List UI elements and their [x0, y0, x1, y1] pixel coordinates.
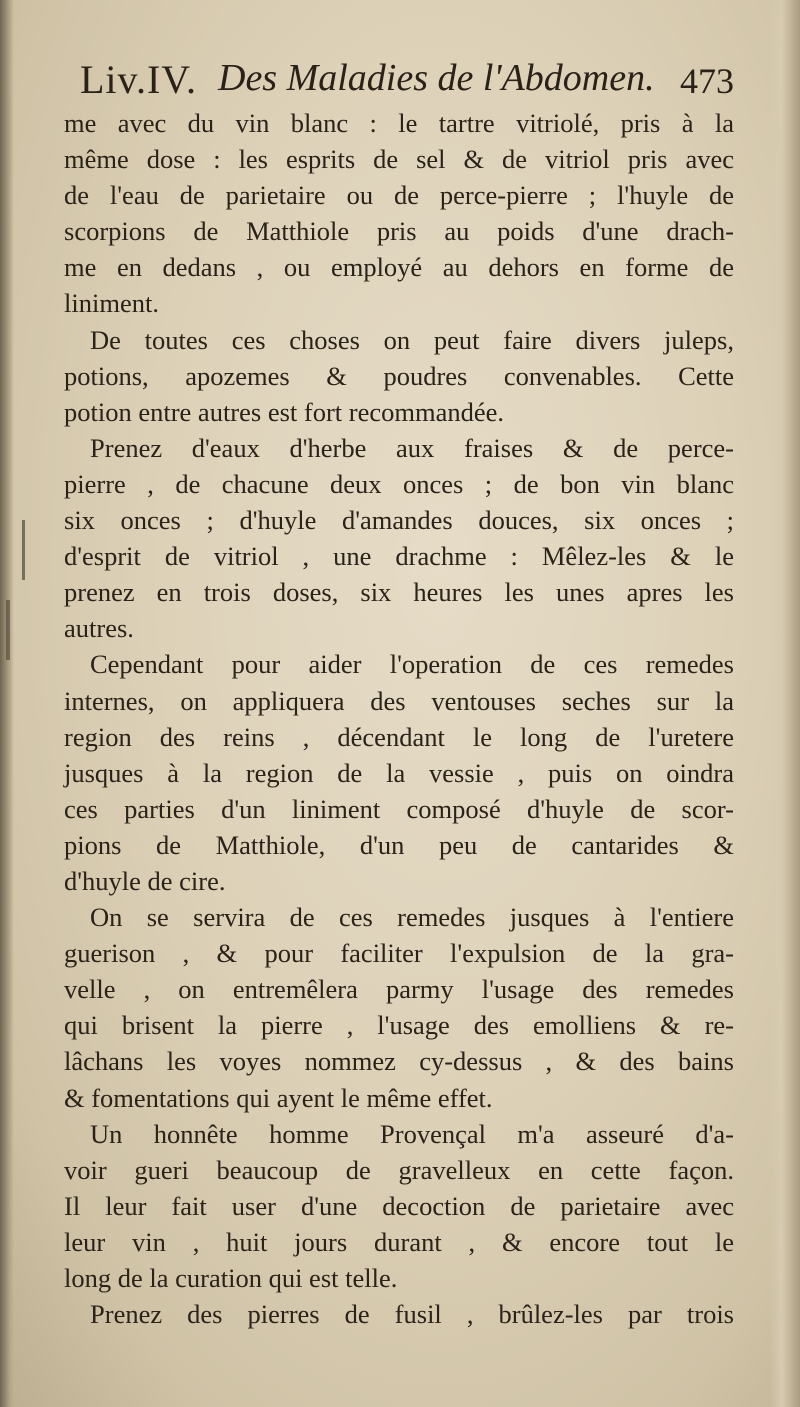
text-line: même dose : les esprits de sel & de vitriol pris avec [64, 144, 734, 175]
text-line: d'esprit de vitriol , une drachme : Mêlez-les & le [64, 541, 734, 572]
paragraph-start: Prenez d'eaux d'herbe aux fraises & de perce- [90, 432, 734, 463]
text-line: pierre , de chacune deux onces ; de bon vin blanc [64, 468, 734, 499]
text-line: internes, on appliquera des ventouses seches sur la [64, 685, 734, 716]
paragraph-start: Un honnête homme Provençal m'a asseuré d'a- [90, 1118, 734, 1149]
margin-mark [6, 600, 10, 660]
text-line: region des reins , décendant le long de l'uretere [64, 721, 734, 752]
text-line: liniment. [64, 288, 159, 319]
running-header [80, 52, 740, 112]
text-line: pions de Matthiole, d'un peu de cantarides & [64, 829, 734, 860]
text-line: de l'eau de parietaire ou de perce-pierre ; l'huyle de [64, 180, 734, 211]
page-number: 473 [680, 61, 734, 101]
text-line: velle , on entremêlera parmy l'usage des remedes [64, 974, 734, 1005]
text-line: six onces ; d'huyle d'amandes douces, six onces ; [64, 505, 734, 536]
text-line: & fomentations qui ayent le même effet. [64, 1082, 493, 1113]
page-right-edge [770, 0, 800, 1407]
text-line: potion entre autres est fort recommandée. [64, 396, 505, 427]
text-line: voir gueri beaucoup de gravelleux en cette façon. [64, 1154, 734, 1185]
paragraph-start: Prenez des pierres de fusil , brûlez-les par trois [90, 1299, 734, 1330]
text-line: prenez en trois doses, six heures les unes apres les [64, 577, 734, 608]
text-line: Il leur fait user d'une decoction de parietaire avec [64, 1190, 734, 1221]
text-line: guerison , & pour faciliter l'expulsion de la gra- [64, 938, 734, 969]
text-line: potions, apozemes & poudres convenables. Cette [64, 360, 734, 391]
text-line: autres. [64, 613, 134, 644]
paragraph-start: De toutes ces choses on peut faire divers juleps, [90, 324, 734, 355]
text-line: lâchans les voyes nommez cy-dessus , & des bains [64, 1046, 734, 1077]
page-left-edge [0, 0, 14, 1407]
text-line: qui brisent la pierre , l'usage des emolliens & re- [64, 1010, 734, 1041]
body-text [64, 105, 734, 1332]
paragraph-start: On se servira de ces remedes jusques à l'entiere [90, 902, 734, 933]
text-line: me en dedans , ou employé au dehors en forme de [64, 252, 734, 283]
text-line: d'huyle de cire. [64, 865, 226, 896]
text-line: jusques à la region de la vessie , puis on oindra [64, 757, 734, 788]
text-line: leur vin , huit jours durant , & encore tout le [64, 1226, 734, 1257]
text-line: long de la curation qui est telle. [64, 1263, 398, 1293]
text-line: scorpions de Matthiole pris au poids d'une drach- [64, 216, 734, 247]
margin-mark [22, 520, 25, 580]
chapter-title: Des Maladies de l'Abdomen. [218, 57, 655, 99]
book-number: Liv.IV. [80, 57, 197, 102]
text-line: me avec du vin blanc : le tartre vitriolé, pris à la [64, 108, 734, 138]
text-line: ces parties d'un liniment composé d'huyle de scor- [64, 793, 734, 824]
paragraph-start: Cependant pour aider l'operation de ces remedes [90, 649, 734, 680]
